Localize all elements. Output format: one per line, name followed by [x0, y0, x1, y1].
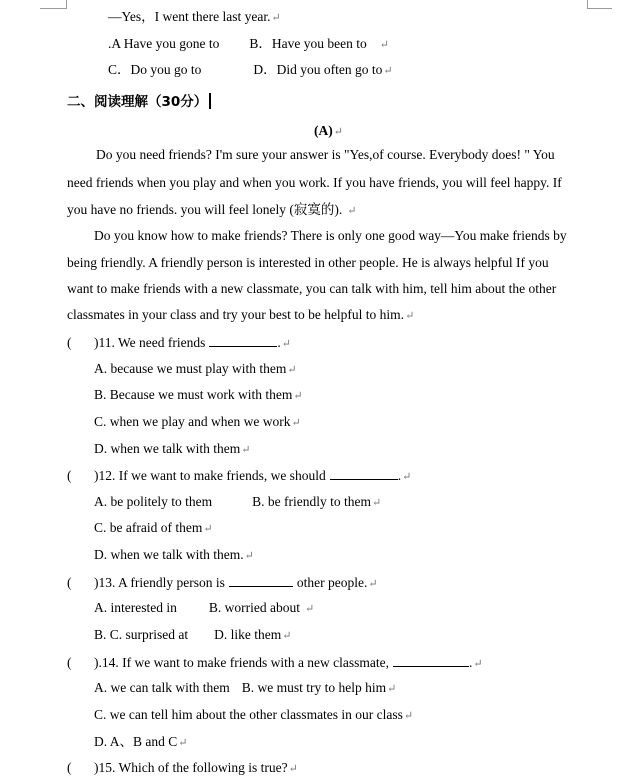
option-text: A. because we must play with them [94, 361, 287, 376]
question-text-after: . [397, 468, 402, 483]
question-14-option-c [94, 706, 413, 725]
question-text: )15. Which of the following is true? [94, 760, 288, 775]
option-text: D. when we talk with them. [94, 547, 244, 562]
question-text: )12. If we want to make friends, we should [94, 468, 326, 483]
question-12-stem [67, 466, 411, 486]
question-11-stem [67, 333, 291, 353]
question-text-after: . [469, 655, 473, 670]
passage-text: Do you need friends? I'm sure your answer is "Yes,of course. Everybody does! " You [96, 147, 555, 162]
prev-option-a: .A Have you gone to [108, 36, 220, 51]
prev-option-b: B．Have you been to [249, 36, 367, 51]
question-text-after: . [277, 335, 281, 350]
question-11-option-b [94, 386, 303, 405]
option-text: A. we can talk with them [94, 680, 230, 695]
question-13-stem [67, 573, 378, 593]
option-text: B. worried about [208, 600, 300, 615]
option-text: A. interested in [94, 600, 177, 615]
passage-p1-line-2 [67, 174, 562, 192]
question-11-option-d [94, 440, 250, 459]
prev-options-ab [108, 35, 389, 54]
question-12-option-c [94, 519, 213, 538]
question-text: ).14. If we want to make friends with a new classmate, [94, 655, 390, 670]
paragraph-mark: ↵ [402, 471, 412, 483]
question-12-options-ab [94, 493, 381, 512]
passage-p2-line-1 [94, 227, 567, 245]
paragraph-mark: ↵ [347, 205, 357, 217]
passage-text: being friendly. A friendly person is interested in other people. He is always helpful If you [67, 255, 549, 270]
question-text: )13. A friendly person is [94, 575, 225, 590]
option-text: C. when we play and when we work [94, 414, 291, 429]
paragraph-mark: ↵ [304, 603, 315, 615]
paragraph-mark: ↵ [293, 390, 303, 402]
answer-paren: ( [67, 655, 72, 670]
prev-options-cd [108, 61, 393, 80]
paragraph-mark: ↵ [287, 364, 297, 376]
option-text: D. like them [214, 627, 282, 642]
passage-p1-line-3 [67, 201, 356, 220]
paragraph-mark: ↵ [387, 683, 397, 695]
prev-answer-text: —Yes，I went there last year. [108, 9, 271, 24]
prev-option-c: C．Do you go to [108, 62, 202, 77]
paragraph-mark: ↵ [368, 578, 378, 590]
option-text: B. Because we must work with them [94, 387, 293, 402]
passage-text: Do you know how to make friends? There is only one good way—You make friends by [94, 228, 567, 243]
passage-label-text: (A) [314, 123, 333, 138]
answer-paren: ( [67, 575, 72, 590]
prev-answer-line [108, 8, 281, 27]
section-title: 二、阅读理解（30分） [67, 94, 208, 110]
question-text-after: other people. [296, 575, 368, 590]
question-14-option-d [94, 733, 187, 752]
paragraph-mark: ↵ [333, 126, 343, 138]
paragraph-mark: ↵ [473, 658, 483, 670]
paragraph-mark: ↵ [271, 12, 281, 24]
paragraph-mark: ↵ [403, 710, 414, 722]
paragraph-mark: ↵ [405, 310, 415, 322]
passage-p2-line-3 [67, 280, 556, 298]
paragraph-mark: ↵ [203, 523, 213, 535]
option-text: C. we can tell him about the other classmates in our class [94, 707, 403, 722]
paragraph-mark: ↵ [383, 65, 393, 77]
passage-text: need friends when you play and when you work. If you have friends, you will feel happy. If [67, 175, 562, 190]
passage-p2-line-2 [67, 254, 549, 272]
section-heading [67, 93, 211, 111]
passage-text: want to make friends with a new classmate, you can talk with him, tell him about the other [67, 281, 557, 296]
option-text: A. be politely to them [94, 494, 213, 509]
passage-text: you have no friends. you will feel lonely (寂寞的). [67, 202, 343, 217]
question-text: )11. We need friends [94, 335, 206, 350]
page-corner-top-left [40, 0, 67, 9]
option-text: B. C. surprised at [94, 627, 189, 642]
prev-option-d: D．Did you often go to [253, 62, 383, 77]
answer-blank [330, 466, 398, 480]
answer-paren: ( [67, 468, 72, 483]
paragraph-mark: ↵ [291, 417, 301, 429]
option-text: D. when we talk with them [94, 441, 241, 456]
passage-p1-line-1 [96, 146, 555, 164]
question-13-options-cd [94, 626, 291, 645]
question-14-stem [67, 653, 483, 673]
passage-text: classmates in your class and try your best to be helpful to him. [67, 307, 405, 322]
question-15-stem [67, 759, 298, 778]
answer-blank [229, 573, 293, 587]
text-cursor [209, 93, 211, 109]
paragraph-mark: ↵ [371, 497, 382, 509]
paragraph-mark: ↵ [178, 737, 188, 749]
question-13-options-ab [94, 599, 314, 618]
passage-label [314, 122, 343, 141]
paragraph-mark: ↵ [241, 444, 251, 456]
paragraph-mark: ↵ [282, 630, 292, 642]
question-12-option-d [94, 546, 254, 565]
question-14-options-ab [94, 679, 396, 698]
option-text: D. A、B and C [94, 734, 178, 749]
answer-blank [209, 333, 277, 347]
question-11-option-a [94, 360, 297, 379]
paragraph-mark: ↵ [379, 39, 389, 51]
paragraph-mark: ↵ [288, 763, 298, 775]
question-11-option-c [94, 413, 301, 432]
paragraph-mark: ↵ [244, 550, 254, 562]
paragraph-mark: ↵ [281, 338, 291, 350]
option-text: B. be friendly to them [252, 494, 371, 509]
option-text: B. we must try to help him [241, 680, 387, 695]
answer-paren: ( [67, 760, 72, 775]
answer-blank [393, 653, 469, 667]
answer-paren: ( [67, 335, 72, 350]
option-text: C. be afraid of them [94, 520, 203, 535]
passage-p2-line-4 [67, 306, 414, 325]
page-corner-top-right [587, 0, 612, 9]
